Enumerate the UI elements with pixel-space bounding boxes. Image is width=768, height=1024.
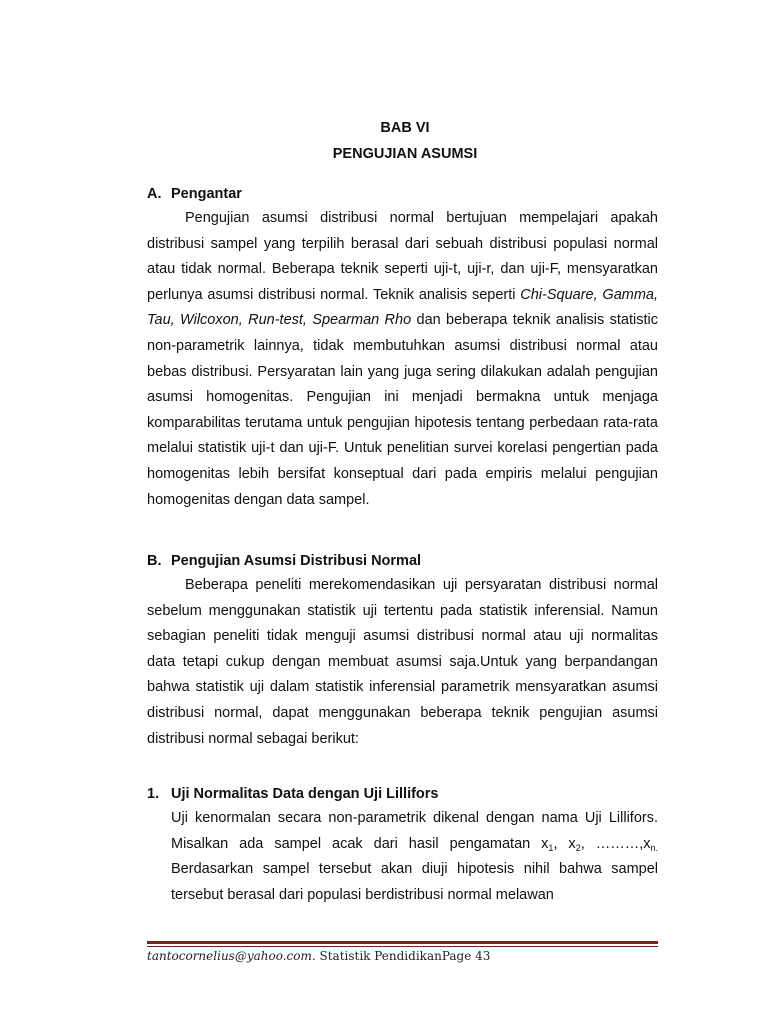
footer-book-title: Statistik Pendidikan (315, 949, 442, 963)
section-a-title: Pengantar (171, 186, 242, 202)
subscript-1: 1 (548, 842, 554, 853)
section-a-heading (147, 186, 242, 202)
footer-rule-thick (147, 941, 658, 944)
section-b-heading (147, 553, 421, 569)
subsection-1-text-4: Berdasarkan sampel tersebut akan diuji hipotesis nihil bahwa sampel tersebut berasal dari populasi berdistribusi normal melawan (171, 861, 658, 903)
subscript-2: 2 (575, 842, 581, 853)
footer-rule-thin (147, 946, 658, 947)
subsection-1-title: Uji Normalitas Data dengan Uji Lillifors (171, 786, 439, 802)
section-b-title: Pengujian Asumsi Distribusi Normal (171, 553, 422, 569)
chapter-title: BAB VI (380, 120, 430, 136)
footer-page-number: Page 43 (441, 949, 491, 963)
subsection-1-heading (147, 786, 439, 802)
section-a-text-1: Pengujian asumsi distribusi normal bertujuan mempelajari apakah distribusi sampel yang terpilih berasal dari sebuah distribusi populasi normal atau tidak normal. Beberapa teknik seperti uji-t, uji-r, dan uji-F, mensyaratkan perlunya asumsi distribusi normal. Teknik analisis seperti (147, 210, 658, 303)
subsection-1-text-3: , ………,x (580, 835, 651, 852)
section-a-paragraph (147, 206, 658, 513)
page-footer (147, 949, 490, 963)
chapter-subtitle: PENGUJIAN ASUMSI (332, 146, 478, 162)
section-b-paragraph: Beberapa peneliti merekomendasikan uji persyaratan distribusi normal sebelum menggunakan statistik uji tertentu pada statistik inferensial. Namun sebagian peneliti tidak menguji asumsi distribusi normal atau uji normalitas data tetapi cukup dengan membuat asumsi saja.Untuk yang berpandangan bahwa statistik uji dalam statistik inferensial parametrik mensyaratkan asumsi distribusi normal, dapat menggunakan beberapa teknik pengujian asumsi distribusi normal sebagai berikut: (147, 577, 658, 747)
subsection-1-paragraph (171, 806, 658, 908)
section-a-italic-terms: Chi-Square, Gamma, Tau, Wilcoxon, Run-test, Spearman Rho (147, 286, 659, 329)
subscript-n: n. (650, 842, 658, 853)
footer-email: tantocornelius@yahoo.com. (147, 949, 316, 963)
subsection-1-text-2: , x (553, 835, 576, 852)
subsection-1-number: 1. (147, 786, 160, 802)
section-a-number: A. (147, 186, 162, 202)
section-a-text-2: dan beberapa teknik analisis statistic non-parametrik lainnya, tidak membutuhkan asumsi distribusi normal atau bebas distribusi. Persyaratan lain yang juga sering dilakukan adalah pengujian asumsi homogenitas. Pengujian ini menjadi bermakna untuk menjaga komparabilitas terutama untuk pengujian hipotesis tentang perbedaan rata-rata melalui statistik uji-t dan uji-F. Untuk penelitian survei korelasi pengertian pada homogenitas lebih bersifat konseptual dari pada empiris melalui pengujian homogenitas dengan data sampel. (147, 312, 658, 508)
section-b-number: B. (147, 553, 162, 569)
subsection-1-text-1: Uji kenormalan secara non-parametrik dikenal dengan nama Uji Lillifors. Misalkan ada sampel acak dari hasil pengamatan x (171, 810, 658, 852)
